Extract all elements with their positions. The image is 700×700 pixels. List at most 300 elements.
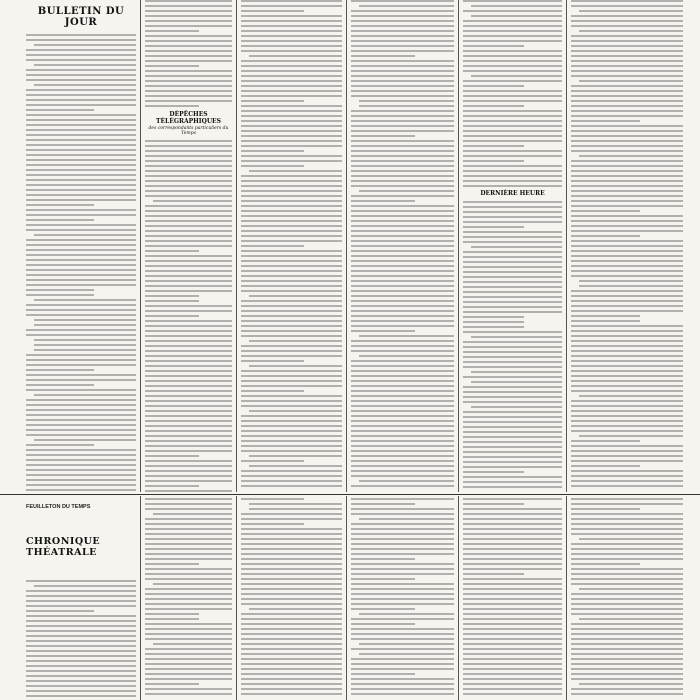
text-line — [145, 563, 199, 565]
text-line — [571, 425, 683, 427]
text-line — [571, 45, 683, 47]
text-line — [241, 598, 342, 600]
text-line — [579, 30, 683, 32]
text-line — [571, 205, 683, 207]
text-line — [26, 264, 136, 266]
text-line — [241, 405, 342, 407]
text-line — [145, 80, 232, 82]
text-line — [463, 643, 562, 645]
text-line — [571, 15, 683, 17]
text-line — [463, 583, 562, 585]
text-line — [26, 615, 136, 617]
text-line — [463, 291, 562, 293]
text-line — [463, 180, 562, 182]
text-line — [351, 553, 454, 555]
text-line — [26, 489, 136, 491]
text-line — [145, 508, 232, 510]
text-line — [351, 120, 454, 122]
feuilleton-text — [463, 498, 562, 695]
text-line — [241, 315, 342, 317]
text-line — [571, 668, 683, 670]
text-line — [145, 145, 232, 147]
text-line — [145, 460, 232, 462]
text-line — [26, 369, 94, 371]
text-line — [463, 628, 562, 630]
text-line — [145, 65, 199, 67]
text-line — [351, 563, 454, 565]
text-line — [571, 25, 683, 27]
text-line — [571, 115, 683, 117]
text-line — [145, 165, 232, 167]
text-line — [351, 275, 454, 277]
text-line — [351, 470, 454, 472]
text-line — [145, 45, 232, 47]
column-text — [145, 0, 232, 107]
text-line — [571, 673, 683, 675]
text-line — [463, 125, 562, 127]
text-line — [34, 64, 136, 66]
text-line — [359, 355, 454, 357]
feuilleton-column-6 — [567, 498, 687, 700]
text-line — [571, 260, 683, 262]
text-line — [145, 593, 232, 595]
text-line — [145, 470, 232, 472]
text-line — [241, 430, 342, 432]
text-line — [463, 558, 562, 560]
text-line — [26, 49, 136, 51]
text-line — [351, 523, 454, 525]
text-line — [351, 185, 454, 187]
text-line — [571, 325, 683, 327]
text-line — [241, 120, 342, 122]
text-line — [351, 175, 454, 177]
text-line — [351, 440, 454, 442]
text-line — [26, 169, 136, 171]
text-line — [145, 40, 232, 42]
text-line — [351, 305, 454, 307]
text-line — [571, 230, 683, 232]
text-line — [571, 445, 683, 447]
text-line — [145, 533, 232, 535]
text-line — [571, 210, 640, 212]
text-line — [463, 35, 562, 37]
text-line — [571, 693, 683, 695]
text-line — [145, 105, 199, 107]
text-line — [26, 469, 136, 471]
text-line — [145, 480, 232, 482]
text-line — [463, 356, 562, 358]
text-line — [249, 410, 342, 412]
text-line — [571, 475, 683, 477]
text-line — [241, 240, 342, 242]
text-line — [241, 5, 342, 7]
text-line — [463, 608, 562, 610]
text-line — [241, 310, 342, 312]
text-line — [153, 583, 232, 585]
text-line — [351, 380, 454, 382]
text-line — [26, 685, 136, 687]
text-line — [145, 25, 232, 27]
text-line — [351, 400, 454, 402]
text-line — [571, 480, 683, 482]
column-text — [463, 0, 562, 187]
text-line — [26, 119, 136, 121]
text-line — [241, 663, 342, 665]
text-line — [463, 185, 562, 187]
text-line — [351, 35, 454, 37]
text-line — [241, 673, 342, 675]
text-line — [241, 470, 342, 472]
text-line — [351, 255, 454, 257]
text-line — [145, 85, 232, 87]
text-line — [463, 486, 562, 488]
text-line — [351, 410, 454, 412]
text-line — [145, 190, 232, 192]
feuilleton-column-1 — [22, 498, 140, 700]
text-line — [571, 290, 683, 292]
feuilleton-text — [26, 580, 136, 700]
text-line — [145, 518, 232, 520]
text-line — [351, 593, 454, 595]
text-line — [463, 30, 562, 32]
text-line — [241, 498, 304, 500]
text-line — [463, 416, 562, 418]
text-line — [571, 385, 683, 387]
text-line — [26, 229, 136, 231]
text-line — [26, 414, 136, 416]
text-line — [463, 688, 562, 690]
text-line — [351, 295, 454, 297]
text-line — [463, 461, 562, 463]
text-line — [571, 5, 683, 7]
bulletin-title: BULLETIN DU JOUR — [37, 6, 125, 28]
derniere-heure-text — [463, 201, 562, 488]
column-text — [241, 0, 342, 487]
text-line — [241, 60, 342, 62]
text-line — [249, 365, 342, 367]
text-line — [241, 668, 342, 670]
text-line — [463, 436, 562, 438]
text-line — [571, 375, 683, 377]
text-line — [145, 543, 232, 545]
text-line — [571, 270, 683, 272]
text-line — [26, 279, 136, 281]
text-line — [463, 306, 562, 308]
text-line — [571, 350, 683, 352]
text-line — [571, 420, 683, 422]
text-line — [241, 420, 342, 422]
text-line — [26, 214, 136, 216]
text-line — [571, 190, 683, 192]
text-line — [571, 265, 683, 267]
text-line — [463, 145, 524, 147]
text-line — [571, 360, 683, 362]
text-line — [241, 658, 342, 660]
text-line — [359, 613, 454, 615]
text-line — [463, 376, 562, 378]
text-line — [26, 314, 136, 316]
text-line — [145, 30, 199, 32]
text-line — [571, 508, 640, 510]
text-line — [26, 199, 136, 201]
text-line — [241, 255, 342, 257]
text-line — [571, 35, 683, 37]
text-line — [571, 390, 683, 392]
text-line — [463, 256, 562, 258]
text-line — [145, 220, 232, 222]
text-line — [571, 250, 683, 252]
text-line — [145, 325, 232, 327]
text-line — [463, 361, 562, 363]
text-line — [241, 205, 342, 207]
text-line — [463, 0, 562, 2]
text-line — [241, 573, 342, 575]
text-line — [463, 170, 562, 172]
text-line — [463, 366, 562, 368]
text-line — [351, 230, 454, 232]
text-line — [571, 340, 683, 342]
text-line — [571, 225, 683, 227]
depeches-subtitle: des correspondants particuliers du Temps — [148, 126, 229, 136]
text-line — [26, 680, 136, 682]
text-line — [145, 280, 232, 282]
text-line — [571, 220, 683, 222]
text-line — [463, 673, 562, 675]
text-line — [351, 350, 454, 352]
column-1 — [22, 0, 140, 494]
text-line — [463, 633, 562, 635]
text-line — [571, 160, 683, 162]
text-line — [359, 518, 454, 520]
text-line — [145, 295, 199, 297]
text-line — [463, 301, 562, 303]
text-line — [241, 485, 342, 487]
text-line — [571, 553, 683, 555]
text-line — [241, 440, 342, 442]
text-line — [463, 431, 562, 433]
text-line — [579, 395, 683, 397]
text-line — [351, 340, 454, 342]
text-line — [145, 185, 232, 187]
feuilleton-text — [145, 498, 232, 695]
text-line — [241, 380, 342, 382]
text-line — [241, 65, 342, 67]
text-line — [351, 315, 454, 317]
text-line — [241, 688, 342, 690]
text-line — [351, 290, 454, 292]
text-line — [351, 75, 454, 77]
text-line — [351, 558, 415, 560]
text-line — [26, 399, 136, 401]
text-line — [145, 360, 232, 362]
text-line — [145, 90, 232, 92]
text-line — [463, 663, 562, 665]
text-line — [241, 548, 342, 550]
text-line — [241, 628, 342, 630]
text-line — [241, 618, 342, 620]
text-line — [145, 430, 232, 432]
text-line — [351, 435, 454, 437]
text-line — [145, 528, 232, 530]
text-line — [241, 145, 342, 147]
bulletin-text — [26, 34, 136, 494]
text-line — [571, 450, 683, 452]
text-line — [351, 678, 454, 680]
text-line — [463, 523, 562, 525]
text-line — [26, 675, 136, 677]
text-line — [145, 558, 232, 560]
text-line — [571, 440, 640, 442]
text-line — [145, 205, 232, 207]
text-line — [571, 70, 683, 72]
text-line — [351, 125, 454, 127]
text-line — [26, 625, 136, 627]
text-line — [579, 80, 683, 82]
text-line — [463, 683, 562, 685]
text-line — [571, 633, 683, 635]
column-6 — [567, 0, 687, 494]
text-line — [571, 688, 683, 690]
text-line — [463, 261, 562, 263]
text-line — [153, 643, 232, 645]
text-line — [463, 568, 562, 570]
text-line — [351, 260, 454, 262]
text-line — [241, 190, 342, 192]
text-line — [463, 266, 562, 268]
text-line — [26, 224, 136, 226]
text-line — [463, 50, 562, 52]
text-line — [351, 445, 454, 447]
text-line — [241, 653, 342, 655]
text-line — [26, 690, 136, 692]
text-line — [26, 124, 136, 126]
text-line — [351, 390, 454, 392]
text-line — [241, 155, 342, 157]
text-line — [145, 250, 199, 252]
text-line — [241, 643, 342, 645]
text-line — [463, 236, 562, 238]
text-line — [571, 315, 640, 317]
text-line — [351, 420, 454, 422]
text-line — [463, 553, 562, 555]
text-line — [26, 640, 136, 642]
text-line — [571, 20, 683, 22]
text-line — [351, 285, 454, 287]
text-line — [145, 638, 232, 640]
derniere-heure-title: DERNIÈRE HEURE — [480, 190, 545, 197]
text-line — [351, 300, 454, 302]
text-line — [571, 65, 683, 67]
text-line — [145, 663, 232, 665]
text-line — [26, 645, 136, 647]
text-line — [241, 40, 342, 42]
text-line — [471, 406, 562, 408]
text-line — [463, 518, 562, 520]
text-line — [571, 95, 683, 97]
text-line — [351, 658, 454, 660]
text-line — [351, 215, 454, 217]
text-line — [241, 518, 342, 520]
text-line — [145, 683, 199, 685]
text-line — [145, 215, 232, 217]
text-line — [351, 583, 454, 585]
text-line — [463, 441, 562, 443]
text-line — [463, 481, 562, 483]
text-line — [241, 350, 342, 352]
text-line — [359, 100, 454, 102]
text-line — [26, 114, 136, 116]
text-line — [26, 289, 94, 291]
feuilleton-divider — [0, 494, 700, 495]
text-line — [463, 20, 562, 22]
text-line — [463, 593, 562, 595]
text-line — [241, 20, 342, 22]
text-line — [463, 351, 562, 353]
text-line — [241, 563, 342, 565]
text-line — [145, 160, 232, 162]
text-line — [145, 568, 232, 570]
text-line — [351, 265, 454, 267]
text-line — [26, 454, 136, 456]
text-line — [571, 405, 683, 407]
text-line — [241, 0, 342, 2]
text-line — [463, 65, 562, 67]
text-line — [34, 234, 136, 236]
text-line — [463, 653, 562, 655]
text-line — [145, 270, 232, 272]
feuilleton-text — [241, 498, 342, 695]
text-line — [463, 668, 562, 670]
text-line — [463, 613, 562, 615]
text-line — [463, 10, 562, 12]
text-line — [241, 553, 342, 555]
text-line — [241, 638, 342, 640]
text-line — [241, 460, 304, 462]
text-line — [471, 246, 562, 248]
text-line — [26, 174, 136, 176]
text-line — [145, 588, 232, 590]
text-line — [351, 40, 454, 42]
text-line — [241, 280, 342, 282]
text-line — [571, 170, 683, 172]
text-line — [153, 200, 232, 202]
text-line — [463, 105, 524, 107]
column-text — [351, 0, 454, 487]
text-line — [145, 603, 232, 605]
text-line — [241, 45, 342, 47]
text-line — [463, 241, 562, 243]
text-line — [241, 450, 342, 452]
text-line — [351, 60, 454, 62]
text-line — [241, 633, 342, 635]
text-line — [351, 220, 454, 222]
text-line — [463, 618, 562, 620]
feuilleton-column-5 — [459, 498, 566, 700]
text-line — [351, 95, 454, 97]
text-line — [359, 480, 454, 482]
text-line — [351, 20, 454, 22]
text-line — [351, 245, 454, 247]
feuilleton-title: FEUILLETON DU TEMPS — [26, 504, 91, 510]
text-line — [351, 688, 454, 690]
text-line — [241, 385, 342, 387]
text-line — [463, 603, 562, 605]
text-line — [571, 365, 683, 367]
text-line — [351, 588, 454, 590]
text-line — [145, 668, 232, 670]
text-line — [26, 464, 136, 466]
text-line — [26, 69, 136, 71]
